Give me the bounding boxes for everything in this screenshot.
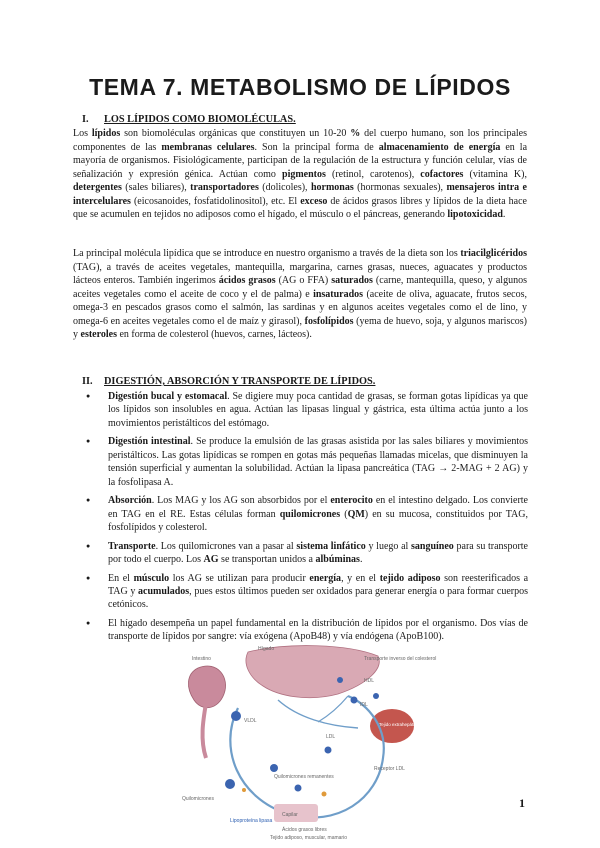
ldl-receptor-label: Receptor LDL xyxy=(374,766,405,772)
liver-label: Hígado xyxy=(258,646,275,652)
page-title: TEMA 7. METABOLISMO DE LÍPIDOS xyxy=(89,74,511,100)
section-1-paragraph-2: La principal molécula lipídica que se introduce en nuestro organismo a través de la dieta son los triacilglicéridos (TAG), a través de aceites vegetales, mantequilla, margarina, carnes grasas, nueces, aguacates y productos lácteos enteros. También ingerimos ácidos grasos (AG o FFA) saturados (carne, mantequilla, queso, y algunos aceites vegetales como el aceite de coco y el de palma) e insaturados (aceite de oliva, aguacate, frutos secos, omega-3 en pescados grasos como el salmón, las sardinas y en algunos aceites vegetales como el de lino, y omega-6 en aceites vegetales como el de maíz y girasol), fosfolípidos (yema de huevo, soja, y algunos mariscos) y esteroles en forma de colesterol (huevos, carnes, lácteos). xyxy=(73,248,527,341)
circulation-loop xyxy=(230,696,383,817)
capillary-label: Capilar xyxy=(282,812,298,818)
section-1-title: LOS LÍPIDOS COMO BIOMOLÉCULAS. xyxy=(104,114,296,125)
tissues-label: Tejido adiposo, muscular, mamario xyxy=(270,835,347,841)
lipoprotein-lipase-label: Lipoproteína lipasa xyxy=(230,818,273,824)
section-2-title: DIGESTIÓN, ABSORCIÓN Y TRANSPORTE DE LÍPIDOS. xyxy=(104,376,376,387)
periphery-tissue-label: Tejido extrahepático xyxy=(379,722,420,727)
section-1-paragraph-1: Los lípidos son biomoléculas orgánicas que constituyen un 10-20 % del cuerpo humano, son los principales componentes de las membranas celulares. Son la principal forma de almacenamiento de energía en la mayoría de organismos. Fisiológicamente, participan de la regulación de la estructura y función celular, vías de señalización y expresión génica. Actúan como pigmentos (retinol, carotenos), cofactores (vitamina K), detergentes (sales biliares), transportadores (dolicoles), hormonas (hormonas sexuales), mensajeros intra e intercelulares (eicosanoides, fosfatidolinositol), etc. El exceso de ácidos grasos libres y lípidos de la dieta hace que se acumulen en tejidos no adiposos como el hígado, el músculo o el páncreas, generando lipotoxicidad. xyxy=(73,128,528,221)
free-fatty-acids-label: Ácidos grasos libres xyxy=(282,827,327,833)
bullet-item: ● Transporte. Los quilomicrones van a pasar al sistema linfático y luego al sanguíneo para su transporte por todo el cuerpo. Los AG se transportan unidos a albúminas. xyxy=(86,540,528,567)
bullet-item: ● Absorción. Los MAG y los AG son absorbidos por el enterocito en el intestino delgado. Los convierte en TAG en el RE. Estas células forman quilomicrones (QM) en su mucosa, constituidos por TAG, fosfolípidos y colesterol. xyxy=(86,494,528,534)
section-1-heading xyxy=(82,114,296,125)
vldl-label: VLDL xyxy=(244,718,257,724)
bullet-item: ● En el músculo los AG se utilizan para producir energía, y en el tejido adiposo son reesterificados a TAG y acumulados, pues estos últimos pueden ser oxidados para generar energía o para formar cuerpos cetónicos. xyxy=(86,572,528,612)
lipoprotein-diagram-svg xyxy=(178,638,444,843)
reverse-transport-label: Transporte inverso del colesterol xyxy=(364,656,437,662)
liver-shape xyxy=(246,646,379,698)
bullet-item: ● Digestión intestinal. Se produce la emulsión de las grasas asistida por las sales biliares y movimientos peristálticos. Las gotas lipídicas se rompen en gotas más pequeñas llamadas micelas, que disminuyen la tensión superficial y aumentan la solubilidad. Actúan la lipasa pancreática (TAG → 2-MAG + 2 AG) y la fosfolipasa A. xyxy=(86,435,528,489)
bullet-item: ● Digestión bucal y estomacal. Se digiere muy poca cantidad de grasas, se forman gotas lipídicas ya que los lípidos son insolubles en agua. Actúan las lipasas lingual y gástrica, esta última actúa junto a los movimientos peristálticos del estómago. xyxy=(86,390,528,430)
hdl-label: HDL xyxy=(364,678,375,684)
intestine-label: Intestino xyxy=(192,656,211,662)
ldl-label: LDL xyxy=(326,734,336,740)
section-2-bullet-list xyxy=(86,390,528,649)
chylomicrons-label: Quilomicrones xyxy=(182,796,214,802)
lipoprotein-transport-diagram xyxy=(178,638,444,843)
vldl-path xyxy=(278,700,358,728)
page-number: 1 xyxy=(519,796,525,810)
chylomicron-remnants-label: Quilomicrones remanentes xyxy=(274,774,334,780)
section-2-heading xyxy=(82,376,375,387)
bullet-item: ● El hígado desempeña un papel fundamental en la distribución de lípidos por el organismo. Dos vías de transporte de lípidos por sangre: vía exógena (ApoB48) y vía endógena (ApoB100). xyxy=(86,617,528,644)
idl-label: IDL xyxy=(360,702,368,708)
ldl-path xyxy=(318,696,348,722)
section-1-number: I. xyxy=(82,114,89,125)
section-2-number: II. xyxy=(82,376,93,387)
